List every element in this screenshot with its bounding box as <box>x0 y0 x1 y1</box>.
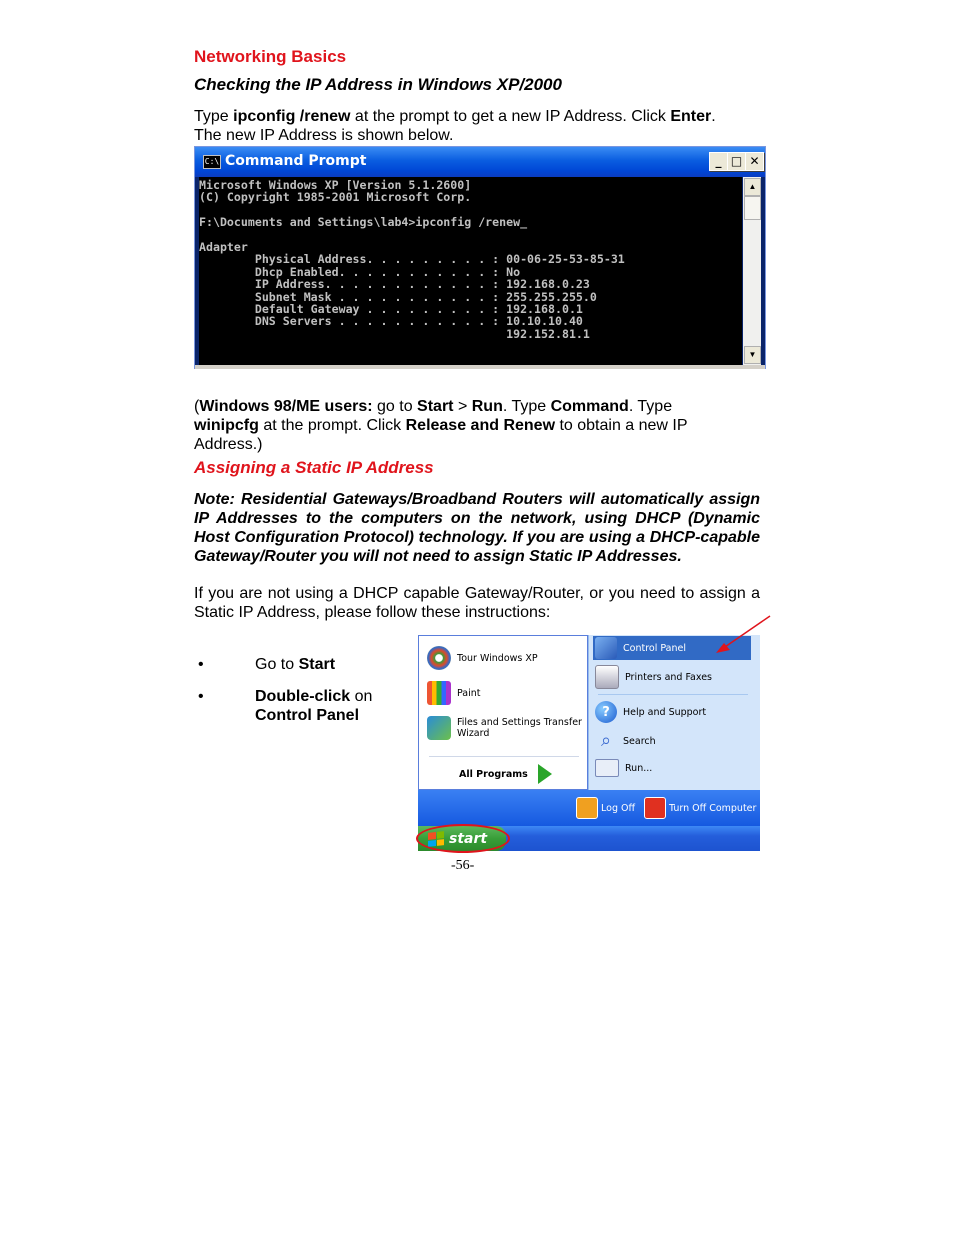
search-icon: ⌕ <box>600 730 612 751</box>
page-subtitle: Checking the IP Address in Windows XP/2000 <box>194 75 562 94</box>
bullet-go-to-start: Go to Start <box>255 656 336 673</box>
static-ip-heading: Assigning a Static IP Address <box>194 458 434 477</box>
menu-item-paint[interactable]: Paint <box>427 681 481 705</box>
red-arrow-icon <box>700 610 780 665</box>
run-icon <box>595 759 619 777</box>
section-title: Networking Basics <box>194 47 347 66</box>
divider <box>598 694 748 695</box>
help-icon: ? <box>595 701 617 723</box>
printer-icon <box>595 665 619 689</box>
page-number: -56- <box>451 858 475 873</box>
arrow-right-icon <box>538 764 552 784</box>
scroll-down-icon[interactable]: ▼ <box>744 346 761 364</box>
scroll-thumb[interactable] <box>744 196 761 220</box>
console-icon: C:\ <box>203 155 221 169</box>
note-paragraph: Note: Residential Gateways/Broadband Routers will automatically assign IP Addresses to the computers on the network, using DHCP (Dynamic Host Configuration Protocol) technology. If you are using a DHCP-capable Gateway/Router you will not need to assign Static IP Addresses. <box>194 491 760 565</box>
maximize-icon[interactable]: □ <box>727 152 746 171</box>
scroll-up-icon[interactable]: ▲ <box>744 178 761 196</box>
window-title: Command Prompt <box>225 153 367 169</box>
close-icon[interactable]: ✕ <box>745 152 764 171</box>
bullet-marker: • <box>198 688 204 705</box>
start-menu-screenshot <box>418 635 760 851</box>
scrollbar[interactable] <box>743 177 761 365</box>
menu-item-help-support[interactable]: ? Help and Support <box>595 701 706 723</box>
power-icon <box>644 797 666 819</box>
menu-item-files-settings-wizard[interactable]: Files and Settings Transfer Wizard <box>427 716 582 740</box>
console-text: Microsoft Windows XP [Version 5.1.2600] (C) Copyright 1985-2001 Microsoft Corp. F:\Documents and Settings\lab4>ipconfig /renew_ Adapter Physical Address. . . . . . . . . : 00-06-25-53-85-31 Dhcp Enabled. . . . . . . . . . . : No IP Address. . . . . . . . . . . . : 192.168.0.23 Subnet Mask . . . . . . . . . . . : 255.255.255.0 Default Gateway . . . . . . . . . : 192.168.0.1 DNS Servers . . . . . . . . . . . : 10.10.10.40 192.152.81.1 <box>199 178 625 341</box>
all-programs-button[interactable]: All Programs <box>459 764 552 784</box>
win98-paragraph: (Windows 98/ME users: go to Start > Run. Type Command. Type winipcfg at the prompt. Click Release and Renew to obtain a new IP Address.) <box>194 398 688 453</box>
window-bottom-border <box>195 365 765 369</box>
transfer-wizard-icon <box>427 716 451 740</box>
control-panel-icon <box>595 637 617 659</box>
bullet-marker: • <box>198 656 204 673</box>
start-button[interactable]: start <box>418 826 506 851</box>
highlight-circle <box>416 824 510 853</box>
title-bar <box>195 147 765 177</box>
menu-item-tour-windows[interactable]: Tour Windows XP <box>427 646 538 670</box>
start-menu-left-pane <box>418 635 588 790</box>
menu-item-control-panel[interactable]: Control Panel <box>595 637 686 659</box>
instructions-paragraph: If you are not using a DHCP capable Gateway/Router, or you need to assign a Static IP Address, please follow these instructions: <box>194 585 760 621</box>
menu-item-run[interactable]: Run... <box>595 759 652 777</box>
divider <box>429 756 579 757</box>
log-off-button[interactable]: Log Off <box>576 797 635 819</box>
intro-paragraph: Type ipconfig /renew at the prompt to get a new IP Address. Click Enter. The new IP Address is shown below. <box>194 108 716 144</box>
paint-icon <box>427 681 451 705</box>
tour-windows-icon <box>427 646 451 670</box>
key-icon <box>576 797 598 819</box>
bullet-double-click: Double-click on Control Panel <box>255 688 373 724</box>
console-output <box>199 177 742 365</box>
command-prompt-window <box>194 146 766 369</box>
menu-item-search[interactable]: ⌕ Search <box>595 730 656 752</box>
menu-item-printers-faxes[interactable]: Printers and Faxes <box>595 665 712 689</box>
minimize-icon[interactable]: _ <box>709 152 728 171</box>
turn-off-button[interactable]: Turn Off Computer <box>644 797 756 819</box>
